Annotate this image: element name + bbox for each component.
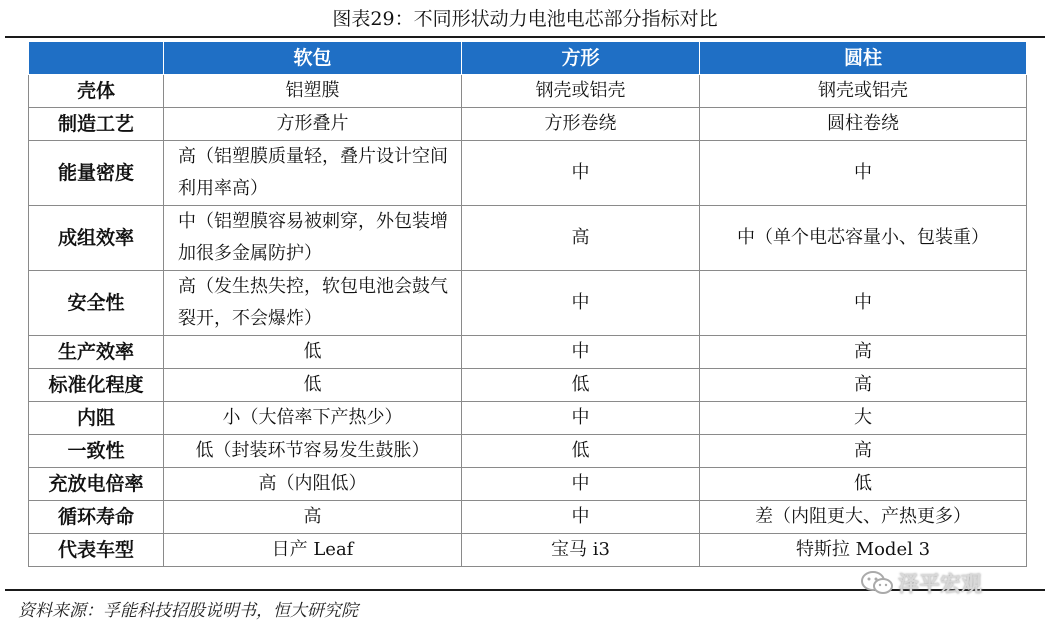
- row-label: 壳体: [29, 75, 164, 108]
- row-label: 内阻: [29, 402, 164, 435]
- cell-pouch: 低（封装环节容易发生鼓胀）: [164, 435, 462, 468]
- row-label: 成组效率: [29, 206, 164, 271]
- cell-pouch: 铝塑膜: [164, 75, 462, 108]
- figure-title: 图表29：不同形状动力电池电芯部分指标对比: [332, 8, 718, 30]
- cell-prismatic: 宝马 i3: [462, 534, 700, 567]
- cell-prismatic: 中: [462, 402, 700, 435]
- cell-prismatic: 低: [462, 369, 700, 402]
- row-label: 代表车型: [29, 534, 164, 567]
- top-rule: [5, 36, 1045, 38]
- row-label: 循环寿命: [29, 501, 164, 534]
- table-row: [29, 402, 1027, 435]
- cell-cylindrical: 高: [700, 369, 1027, 402]
- row-label: 生产效率: [29, 336, 164, 369]
- row-label: 安全性: [29, 271, 164, 336]
- cell-prismatic: 高: [462, 206, 700, 271]
- header-cylindrical: 圆柱: [700, 42, 1027, 75]
- table-row: [29, 271, 1027, 336]
- cell-cylindrical: 高: [700, 435, 1027, 468]
- cell-cylindrical: 低: [700, 468, 1027, 501]
- cell-pouch: 高: [164, 501, 462, 534]
- table-row: [29, 336, 1027, 369]
- cell-cylindrical: 中: [700, 141, 1027, 206]
- header-pouch: 软包: [164, 42, 462, 75]
- watermark: [860, 568, 982, 598]
- cell-cylindrical: 特斯拉 Model 3: [700, 534, 1027, 567]
- cell-prismatic: 中: [462, 141, 700, 206]
- table-row: [29, 435, 1027, 468]
- cell-cylindrical: 圆柱卷绕: [700, 108, 1027, 141]
- cell-prismatic: 方形卷绕: [462, 108, 700, 141]
- table-row: [29, 141, 1027, 206]
- wechat-icon: [860, 570, 894, 596]
- comparison-table: [28, 41, 1027, 567]
- row-label: 一致性: [29, 435, 164, 468]
- cell-cylindrical: 中: [700, 271, 1027, 336]
- row-label: 能量密度: [29, 141, 164, 206]
- source-note: 资料来源：孚能科技招股说明书，恒大研究院: [18, 601, 358, 621]
- table-row: [29, 534, 1027, 567]
- cell-prismatic: 低: [462, 435, 700, 468]
- table-header-row: [29, 42, 1027, 75]
- cell-pouch: 高（内阻低）: [164, 468, 462, 501]
- table-row: [29, 108, 1027, 141]
- cell-cylindrical: 高: [700, 336, 1027, 369]
- cell-prismatic: 钢壳或铝壳: [462, 75, 700, 108]
- cell-cylindrical: 钢壳或铝壳: [700, 75, 1027, 108]
- cell-pouch: 方形叠片: [164, 108, 462, 141]
- table-row: [29, 75, 1027, 108]
- row-label: 制造工艺: [29, 108, 164, 141]
- cell-pouch: 小（大倍率下产热少）: [164, 402, 462, 435]
- cell-pouch: 高（发生热失控，软包电池会鼓气裂开，不会爆炸）: [164, 271, 462, 336]
- watermark-text: 泽平宏观: [898, 571, 982, 596]
- cell-pouch: 低: [164, 336, 462, 369]
- cell-prismatic: 中: [462, 501, 700, 534]
- row-label: 标准化程度: [29, 369, 164, 402]
- cell-prismatic: 中: [462, 336, 700, 369]
- table-row: [29, 369, 1027, 402]
- cell-pouch: 低: [164, 369, 462, 402]
- table-row: [29, 206, 1027, 271]
- cell-prismatic: 中: [462, 468, 700, 501]
- header-prismatic: 方形: [462, 42, 700, 75]
- cell-cylindrical: 大: [700, 402, 1027, 435]
- cell-cylindrical: 中（单个电芯容量小、包装重）: [700, 206, 1027, 271]
- header-corner: [29, 42, 164, 75]
- cell-pouch: 日产 Leaf: [164, 534, 462, 567]
- cell-pouch: 高（铝塑膜质量轻，叠片设计空间利用率高）: [164, 141, 462, 206]
- cell-pouch: 中（铝塑膜容易被刺穿，外包装增加很多金属防护）: [164, 206, 462, 271]
- cell-cylindrical: 差（内阻更大、产热更多）: [700, 501, 1027, 534]
- row-label: 充放电倍率: [29, 468, 164, 501]
- table-row: [29, 501, 1027, 534]
- cell-prismatic: 中: [462, 271, 700, 336]
- table-row: [29, 468, 1027, 501]
